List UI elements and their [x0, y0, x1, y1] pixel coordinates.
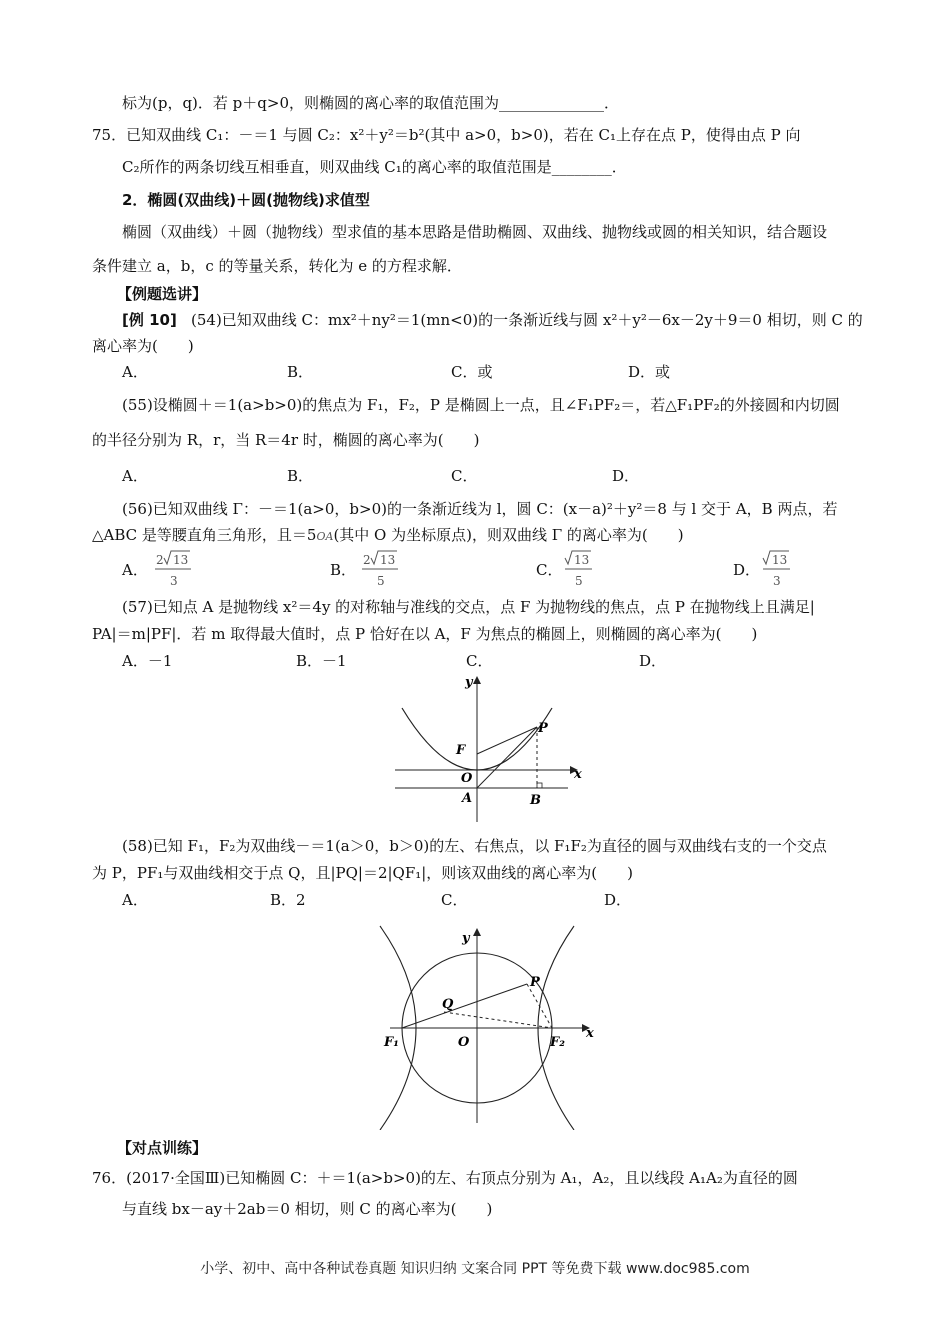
option-a: A． — [122, 467, 148, 485]
option-d: D．或 — [628, 363, 671, 381]
problem-55-line2: 的半径分别为 R，r，当 R＝4r 时，椭圆的离心率为( ) — [92, 431, 480, 449]
fraction-option-a — [150, 548, 200, 592]
segment-qf2 — [444, 1012, 552, 1028]
option-d: D． — [612, 467, 640, 485]
frac-denominator: 5 — [377, 574, 385, 588]
option-a: A．－1 — [122, 652, 173, 670]
section-label-examples: 【例题选讲】 — [117, 285, 208, 303]
page-footer: 小学、初中、高中各种试卷真题 知识归纳 文案合同 PPT 等免费下载 www.doc985.com — [200, 1261, 750, 1277]
label-x: x — [586, 1026, 594, 1041]
segment-pf1 — [402, 984, 527, 1028]
problem-56-line2 — [92, 525, 684, 547]
option-a: A． — [122, 363, 148, 381]
parabola-figure — [380, 672, 600, 832]
option-c: C． — [441, 891, 468, 909]
label-x: x — [574, 767, 582, 782]
vector-oa: OA — [316, 530, 334, 543]
problem-56-text-pre: △ABC 是等腰直角三角形，且＝5 — [92, 526, 317, 544]
label-f: F — [456, 743, 466, 758]
option-b: B．2 — [270, 891, 306, 909]
problem-54-line2: 离心率为( ) — [92, 337, 194, 355]
problem-57-line2: PA|＝m|PF|．若 m 取得最大值时，点 P 恰好在以 A，F 为焦点的椭圆上，则椭圆的离心率为( ) — [92, 625, 758, 643]
frac-denominator: 3 — [773, 574, 781, 588]
segment-pa — [477, 727, 537, 788]
option-d: D． — [733, 561, 761, 579]
label-f2: F₂ — [550, 1035, 565, 1050]
problem-58-line2: 为 P，PF₁与双曲线相交于点 Q，且|PQ|＝2|QF₁|，则该双曲线的离心率为( ) — [92, 864, 634, 882]
label-y: y — [465, 675, 473, 690]
hyperbola-figure — [372, 918, 612, 1130]
right-angle-mark — [537, 783, 542, 788]
frac-radicand: 13 — [772, 553, 788, 567]
option-a: A． — [122, 561, 148, 579]
frac-denominator: 3 — [170, 574, 178, 588]
option-b: B． — [330, 561, 357, 579]
frac-radicand: 13 — [574, 553, 590, 567]
problem-57-line1: (57)已知点 A 是抛物线 x²＝4y 的对称轴与准线的交点，点 F 为抛物线的焦点，点 P 在抛物线上且满足| — [122, 598, 815, 616]
label-p: P — [530, 975, 540, 990]
problem-56-text-post: (其中 O 为坐标原点)，则双曲线 Γ 的离心率为( ) — [333, 526, 684, 544]
option-d: D． — [639, 652, 667, 670]
label-b: B — [530, 793, 541, 808]
option-c: C．或 — [451, 363, 493, 381]
option-b: B． — [287, 467, 314, 485]
example-label: [例 10] — [122, 311, 177, 329]
problem-58-line1: (58)已知 F₁，F₂为双曲线－＝1(a＞0，b＞0)的左、右焦点，以 F₁F₂为直径的圆与双曲线右支的一个交点 — [122, 837, 827, 855]
option-c: C． — [466, 652, 493, 670]
label-y: y — [462, 931, 470, 946]
option-d: D． — [604, 891, 632, 909]
frac-denominator: 5 — [575, 574, 583, 588]
text-line: 标为(p，q)．若 p＋q>0，则椭圆的离心率的取值范围为______________． — [122, 94, 619, 112]
option-b: B． — [287, 363, 314, 381]
frac-coef: 2 — [363, 553, 371, 567]
label-p: P — [538, 721, 548, 736]
problem-76-line2: 与直线 bx－ay＋2ab＝0 相切，则 C 的离心率为( ) — [122, 1200, 493, 1218]
fraction-option-b — [357, 548, 407, 592]
fraction-option-c — [562, 548, 602, 592]
problem-55-line1: (55)设椭圆＋＝1(a>b>0)的焦点为 F₁，F₂，P 是椭圆上一点，且∠F₁PF₂＝，若△F₁PF₂的外接圆和内切圆 — [122, 396, 840, 414]
label-o: O — [461, 771, 473, 786]
frac-radicand: 13 — [380, 553, 396, 567]
label-q: Q — [442, 997, 454, 1012]
section-label-practice: 【对点训练】 — [117, 1139, 208, 1157]
label-f1: F₁ — [384, 1035, 399, 1050]
section-heading: 2．椭圆(双曲线)＋圆(抛物线)求值型 — [122, 191, 370, 209]
problem-75-line2: C₂所作的两条切线互相垂直，则双曲线 C₁的离心率的取值范围是________． — [122, 158, 627, 176]
text-line: 条件建立 a，b，c 的等量关系，转化为 e 的方程求解． — [92, 257, 462, 275]
problem-76-line1: 76．(2017·全国Ⅲ)已知椭圆 C：＋＝1(a>b>0)的左、右顶点分别为 A₁，A₂，且以线段 A₁A₂为直径的圆 — [92, 1169, 798, 1187]
text-line: 椭圆（双曲线）＋圆（抛物线）型求值的基本思路是借助椭圆、双曲线、抛物线或圆的相关知识，结合题设 — [122, 223, 828, 241]
label-o: O — [458, 1035, 470, 1050]
y-axis-arrow — [473, 676, 481, 684]
y-axis-arrow — [473, 928, 481, 936]
frac-radicand: 13 — [173, 553, 189, 567]
option-c: C． — [536, 561, 563, 579]
problem-54-line1: (54)已知双曲线 C：mx²＋ny²＝1(mn<0)的一条渐近线与圆 x²＋y²－6x－2y＋9＝0 相切，则 C 的 — [191, 311, 863, 329]
problem-56-line1: (56)已知双曲线 Γ：－＝1(a>0，b>0)的一条渐近线为 l，圆 C：(x－a)²＋y²＝8 与 l 交于 A，B 两点，若 — [122, 500, 838, 518]
option-c: C． — [451, 467, 478, 485]
problem-75-line1: 75．已知双曲线 C₁：－＝1 与圆 C₂：x²＋y²＝b²(其中 a>0，b>0)，若在 C₁上存在点 P，使得由点 P 向 — [92, 126, 801, 144]
label-a: A — [462, 791, 473, 806]
frac-coef: 2 — [156, 553, 164, 567]
fraction-option-d — [760, 548, 800, 592]
option-b: B．－1 — [296, 652, 347, 670]
option-a: A． — [122, 891, 148, 909]
